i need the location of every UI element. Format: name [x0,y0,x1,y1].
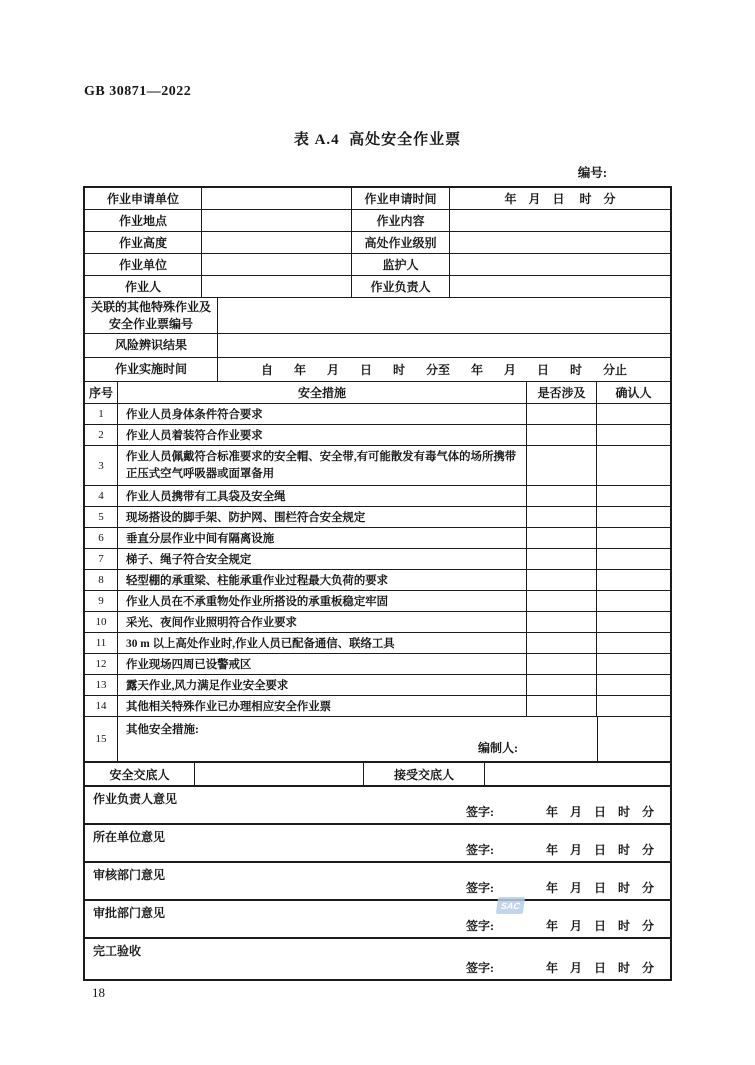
field-value-blank [218,334,670,357]
column-header-confirm: 确认人 [615,386,652,400]
sign-date-placeholder: 年 月 日 时 分 [545,961,654,975]
field-label: 作业单位 [85,254,202,275]
risk-identification-row [85,334,670,358]
measure-row [85,675,670,696]
confirm-blank [597,633,670,653]
measure-row [85,486,670,507]
involved-blank [527,425,597,445]
measure-row [85,507,670,528]
work-permit-form [83,186,672,981]
measures-header-row [85,382,670,404]
measure-no: 10 [85,612,118,632]
field-value-blank [202,254,352,275]
briefing-row [85,763,670,787]
sign-label: 签字: [465,843,494,857]
measure-row [85,446,670,486]
field-label: 作业实施时间 [85,358,218,381]
confirm-blank [597,612,670,632]
info-row-apply-unit [85,188,670,210]
involved-blank [527,446,597,485]
field-label: 作业申请时间 [352,188,450,209]
field-value-blank [450,276,670,297]
briefing-giver-label: 安全交底人 [85,763,195,785]
info-row-unit [85,254,670,276]
column-header-involved: 是否涉及 [527,382,597,403]
opinion-block-responsible [85,787,670,825]
signature-line [466,879,654,896]
field-label-line2: 安全作业票编号 [108,316,193,331]
measure-no: 15 [85,717,118,761]
measure-no: 6 [85,528,118,548]
involved-blank [527,486,597,506]
measure-no: 14 [85,696,118,716]
involved-blank [527,404,597,424]
confirm-blank [597,549,670,569]
sign-label: 签字: [465,919,494,933]
measure-text: 现场搭设的脚手架、防护网、围栏符合安全规定 [118,507,527,527]
involved-blank [527,570,597,590]
involved-blank [527,654,597,674]
preparer-label: 编制人: [478,741,518,755]
signature-line [466,959,654,976]
field-value-blank [202,210,352,231]
involved-blank [527,591,597,611]
opinion-label: 完工验收 [93,944,142,958]
briefing-receiver-blank [485,763,670,785]
measure-text: 梯子、绳子符合安全规定 [118,549,527,569]
confirm-blank [597,570,670,590]
sign-date-placeholder: 年 月 日 时 分 [545,805,654,819]
sign-date-placeholder: 年 月 日 时 分 [545,919,654,933]
involved-blank [527,507,597,527]
measure-row [85,570,670,591]
involved-blank [527,633,597,653]
involved-blank [527,549,597,569]
serial-number-label: 编号: [577,166,607,180]
sign-label: 签字: [465,961,494,975]
measure-no: 7 [85,549,118,569]
involved-blank [527,612,597,632]
field-label: 风险辨识结果 [85,334,218,357]
measure-row [85,528,670,549]
field-label: 监护人 [352,254,450,275]
measure-no: 13 [85,675,118,695]
related-permits-row [85,298,670,334]
page-number: 18 [92,985,105,1000]
measure-no: 5 [85,507,118,527]
opinion-block-review [85,863,670,901]
measure-text: 垂直分层作业中间有隔离设施 [118,528,527,548]
field-label: 高处作业级别 [352,232,450,253]
measure-text: 露天作业,风力满足作业安全要求 [118,675,527,695]
measure-row [85,612,670,633]
date-placeholder: 年 月 日 时 分 [504,192,616,206]
signature-line [466,841,654,858]
measure-no: 8 [85,570,118,590]
other-measures-label: 其他安全措施: [126,724,199,736]
measure-row [85,425,670,446]
measure-text: 作业人员着装符合作业要求 [118,425,527,445]
measure-row [85,404,670,425]
opinion-block-completion [85,939,670,979]
field-value-blank [202,232,352,253]
opinion-block-unit [85,825,670,863]
time-range-placeholder: 自 年 月 日 时 分至 年 月 日 时 分止 [260,363,627,377]
other-measures-cell [118,717,598,761]
opinion-label: 作业负责人意见 [93,792,178,806]
confirm-blank [597,591,670,611]
field-label: 作业内容 [352,210,450,231]
signature-line [466,803,654,820]
sign-date-placeholder: 年 月 日 时 分 [545,843,654,857]
opinion-label: 审核部门意见 [93,868,166,882]
confirm-blank [597,696,670,716]
info-row-location [85,210,670,232]
measure-row [85,591,670,612]
measure-row [85,633,670,654]
confirm-blank [597,425,670,445]
standard-code: GB 30871—2022 [84,84,192,99]
field-value-blank [450,232,670,253]
measure-no: 12 [85,654,118,674]
briefing-receiver-label: 接受交底人 [364,763,485,785]
field-label: 作业负责人 [352,276,450,297]
confirm-blank [597,486,670,506]
sign-label: 签字: [465,881,494,895]
briefing-giver-blank [195,763,364,785]
info-row-height [85,232,670,254]
measure-no: 9 [85,591,118,611]
measure-text: 作业人员身体条件符合要求 [118,404,527,424]
measure-no: 11 [85,633,118,653]
field-value-blank [202,188,352,209]
involved-blank [527,675,597,695]
field-label-line1: 关联的其他特殊作业及 [90,300,211,315]
measure-row [85,696,670,717]
confirm-blank [597,675,670,695]
measure-text: 作业人员在不承重物处作业所搭设的承重板稳定牢固 [118,591,527,611]
measure-row-other [85,717,670,763]
measure-text: 30 m 以上高处作业时,作业人员已配备通信、联络工具 [118,633,527,653]
info-row-worker [85,276,670,298]
sign-label: 签字: [465,805,494,819]
field-label: 作业高度 [85,232,202,253]
field-label: 作业地点 [85,210,202,231]
involved-blank [527,528,597,548]
measure-no: 3 [85,446,118,485]
measure-row [85,654,670,675]
field-label: 作业人 [85,276,202,297]
field-value-blank [450,254,670,275]
measure-text: 采光、夜间作业照明符合作业要求 [118,612,527,632]
watermark: SAC [496,897,525,914]
measure-no: 1 [85,404,118,424]
measure-no: 4 [85,486,118,506]
column-header-measure: 安全措施 [118,382,527,403]
confirm-blank [597,404,670,424]
measure-text: 其他相关特殊作业已办理相应安全作业票 [118,696,527,716]
measure-text: 作业人员佩戴符合标准要求的安全帽、安全带,有可能散发有毒气体的场所携带正压式空气呼吸器或面罩备用 [118,446,527,485]
confirm-blank [598,717,670,761]
confirm-blank [597,528,670,548]
measure-text: 轻型棚的承重梁、柱能承重作业过程最大负荷的要求 [118,570,527,590]
field-value-blank [202,276,352,297]
field-value-blank [450,210,670,231]
field-label [85,298,218,333]
measure-row [85,549,670,570]
column-header-no: 序号 [85,382,118,403]
opinion-block-approval [85,901,670,939]
field-value-blank [218,298,670,333]
measure-text: 作业人员携带有工具袋及安全绳 [118,486,527,506]
opinion-label: 审批部门意见 [93,906,166,920]
signature-line [466,917,654,934]
confirm-blank [597,446,670,485]
page-title: 表 A.4 高处安全作业票 [293,132,462,148]
opinion-label: 所在单位意见 [93,830,166,844]
measure-text: 作业现场四周已设警戒区 [118,654,527,674]
sign-date-placeholder: 年 月 日 时 分 [545,881,654,895]
field-label: 作业申请单位 [85,188,202,209]
work-time-row [85,358,670,382]
confirm-blank [597,654,670,674]
measure-no: 2 [85,425,118,445]
involved-blank [527,696,597,716]
confirm-blank [597,507,670,527]
